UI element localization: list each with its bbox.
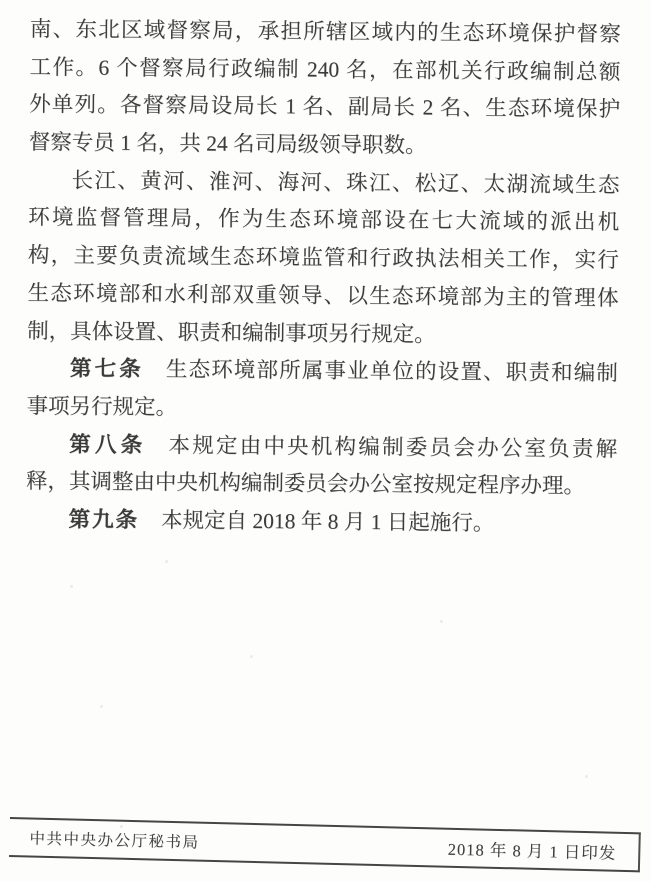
- text-line: [29, 49, 620, 92]
- text-line: [26, 426, 617, 469]
- text-run: 外单列。各督察局设局长 1 名、副局长 2 名、生态环境保护: [29, 92, 621, 122]
- article-number-heading: 第七条: [69, 356, 144, 382]
- article-number-heading: 第九条: [68, 507, 140, 532]
- text-line: [28, 237, 619, 280]
- text-run: 生态环境部和水利部双重领导、以生态环境部为主的管理体: [27, 280, 619, 310]
- text-line: [27, 275, 618, 318]
- scan-speck: [100, 705, 103, 708]
- document-body: [25, 11, 621, 544]
- text-run: 事项另行规定。: [26, 393, 178, 420]
- text-run: 构，主要负责流域生态环境监管和行政执法相关工作，实行: [27, 243, 619, 273]
- text-line: [28, 199, 619, 242]
- text-run: 环境监督管理局，作为生态环境部设在七大流域的派出机: [28, 205, 620, 235]
- text-run: 长江、黄河、淮河、海河、珠江、松辽、太湖流域生态: [71, 168, 620, 197]
- colophon-box: [9, 817, 641, 872]
- text-run: 督察专员 1 名，共 24 名司局级领导职数。: [28, 130, 427, 158]
- text-line: [29, 86, 620, 129]
- text-run: 制，具体设置、职责和编制事项另行规定。: [27, 318, 436, 347]
- text-run: 生态环境部所属事业单位的设置、职责和编制: [165, 357, 618, 386]
- text-line: [29, 124, 620, 167]
- scan-speck: [70, 585, 73, 588]
- text-line: [30, 11, 621, 54]
- text-line: [27, 350, 618, 393]
- scan-speck: [440, 620, 443, 623]
- text-run: 释，其调整由中央机构编制委员会办公室按规定程序办理。: [25, 469, 585, 499]
- text-line: [25, 501, 616, 544]
- scan-speck: [250, 655, 253, 658]
- text-line: [28, 162, 619, 205]
- text-line: [27, 312, 618, 355]
- text-line: [26, 388, 617, 431]
- scan-speck: [165, 560, 168, 563]
- text-run: 工作。6 个督察局行政编制 240 名，在部机关行政编制总额: [29, 54, 621, 84]
- issuing-office-label: 中共中央办公厅秘书局: [29, 830, 200, 852]
- article-number-heading: 第八条: [69, 431, 147, 457]
- text-run: 南、东北区域督察局，承担所辖区域内的生态环境保护督察: [29, 16, 621, 47]
- text-run: 本规定由中央机构编制委员会办公室负责解: [168, 432, 618, 461]
- text-line: [26, 463, 617, 506]
- print-date-label: 2018 年 8 月 1 日印发: [447, 839, 617, 863]
- scan-speck: [585, 775, 588, 778]
- text-run: 本规定自 2018 年 8 月 1 日起施行。: [160, 508, 495, 536]
